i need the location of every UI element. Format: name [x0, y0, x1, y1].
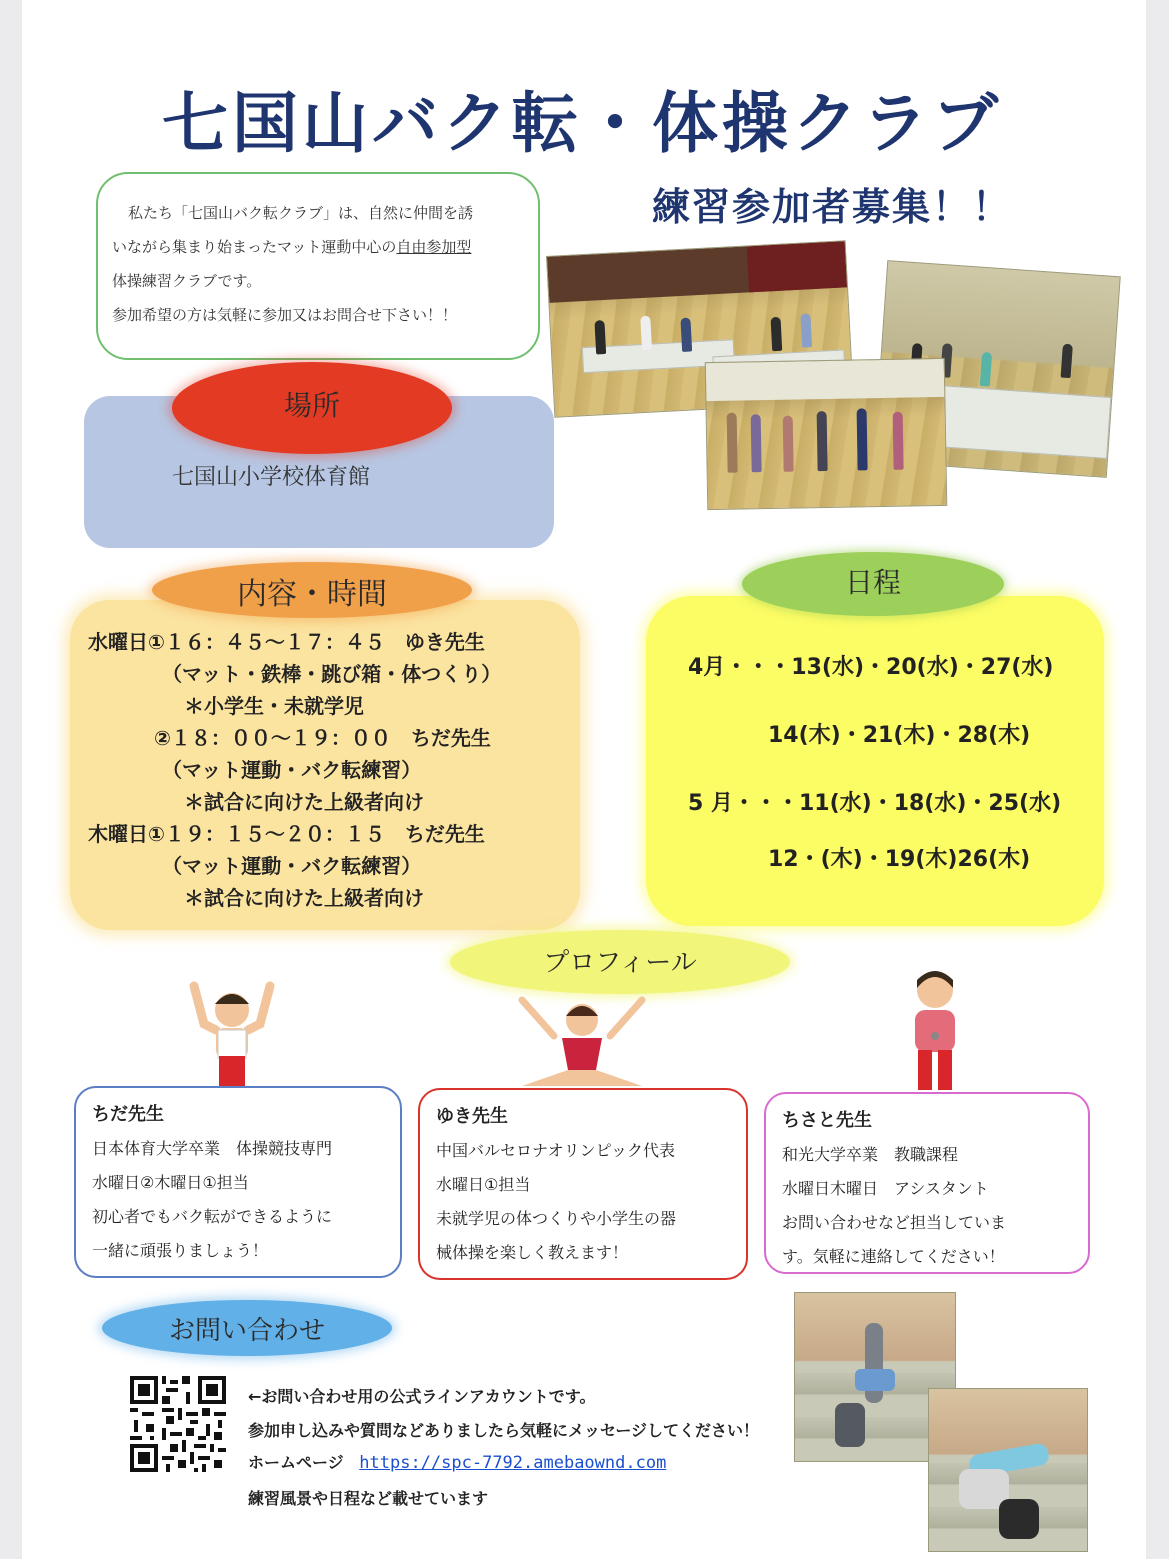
place-value: 七国山小学校体育館	[172, 465, 371, 490]
profile-line: 水曜日①担当	[436, 1175, 531, 1194]
content-line: （マット運動・バク転練習）	[162, 758, 422, 782]
profile-line: 水曜日②木曜日①担当	[92, 1173, 249, 1192]
content-line: （マット運動・バク転練習）	[162, 854, 422, 878]
profile-line: す。気軽に連絡してください！	[782, 1247, 1005, 1266]
intro-text: いながら集まり始まったマット運動中心の	[112, 238, 397, 256]
practice-photo-2	[928, 1388, 1088, 1552]
content-line: 水曜日①１６：４５～１７：４５ ゆき先生	[88, 630, 485, 654]
homepage-label: ホームページ	[248, 1453, 344, 1472]
gym-photo-3	[705, 358, 948, 510]
profile-card-yuki	[418, 1088, 748, 1280]
profile-line: 中国バルセロナオリンピック代表	[436, 1141, 676, 1160]
profile-card-chida	[74, 1086, 402, 1278]
intro-line	[112, 230, 522, 264]
profile-line: 日本体育大学卒業 体操競技専門	[92, 1139, 333, 1158]
flyer-page	[22, 0, 1146, 1559]
content-line: 木曜日①１９：１５～２０：１５ ちだ先生	[88, 822, 485, 846]
schedule-box	[646, 596, 1104, 926]
homepage-link[interactable]: https://spc-7792.amebaownd.com	[359, 1453, 667, 1473]
schedule-line: 14(木)・21(木)・28(木)	[768, 723, 1031, 748]
recruit-heading: 練習参加者募集！！	[652, 185, 1013, 229]
place-label: 場所	[283, 389, 340, 422]
line-qr-code[interactable]	[130, 1376, 226, 1472]
profile-card-chisato	[764, 1092, 1090, 1274]
content-line: ＊試合に向けた上級者向け	[184, 790, 424, 814]
profile-line: 械体操を楽しく教えます！	[436, 1243, 629, 1262]
content-line: ＊小学生・未就学児	[184, 694, 364, 718]
profile-line: 和光大学卒業 教職課程	[782, 1145, 959, 1164]
inquiry-line: ←お問い合わせ用の公式ラインアカウントです。	[248, 1387, 596, 1406]
intro-line: 私たち「七国山バク転クラブ」は、自然に仲間を誘	[128, 204, 474, 222]
profile-line: 一緒に頑張りましょう！	[92, 1241, 269, 1260]
intro-line: 参加希望の方は気軽に参加又はお問合せ下さい！！	[112, 306, 458, 324]
inquiry-line: 参加申し込みや質問などありましたら気軽にメッセージしてください！	[248, 1421, 760, 1440]
inquiry-line: 練習風景や日程など載せています	[248, 1489, 489, 1508]
profile-line: 未就学児の体つくりや小学生の器	[436, 1209, 677, 1228]
page-title: 七国山バク転・体操クラブ	[162, 85, 1002, 162]
gymnast-boy-illustration	[182, 980, 282, 1090]
profile-name: ちだ先生	[92, 1104, 164, 1125]
profile-line: 初心者でもバク転ができるように	[92, 1207, 333, 1226]
content-line: ＊試合に向けた上級者向け	[184, 886, 424, 910]
content-line: （マット・鉄棒・跳び箱・体つくり）	[162, 662, 502, 686]
schedule-line: 12・(木)・19(木)26(木)	[768, 847, 1031, 872]
profile-name: ゆき先生	[436, 1106, 508, 1127]
inquiry-label: お問い合わせ	[168, 1316, 325, 1346]
schedule-line: 5 月・・・11(水)・18(水)・25(水)	[688, 791, 1062, 816]
intro-underlined-text: 自由参加型	[396, 238, 472, 256]
intro-box	[96, 172, 540, 360]
schedule-line: 4月・・・13(水)・20(水)・27(水)	[688, 655, 1054, 680]
gymnast-girl-illustration	[512, 990, 652, 1090]
profile-label: プロフィール	[543, 948, 697, 978]
coach-woman-illustration	[900, 966, 970, 1092]
schedule-label: 日程	[844, 566, 901, 599]
profile-line: お問い合わせなど担当していま	[782, 1213, 1007, 1232]
content-label: 内容・時間	[237, 577, 387, 612]
content-line: ②１８：００～１９：００ ちだ先生	[154, 726, 491, 750]
homepage-row	[248, 1450, 666, 1473]
profile-name: ちさと先生	[782, 1110, 872, 1131]
profile-line: 水曜日木曜日 アシスタント	[782, 1179, 989, 1198]
intro-line: 体操練習クラブです。	[112, 272, 262, 290]
